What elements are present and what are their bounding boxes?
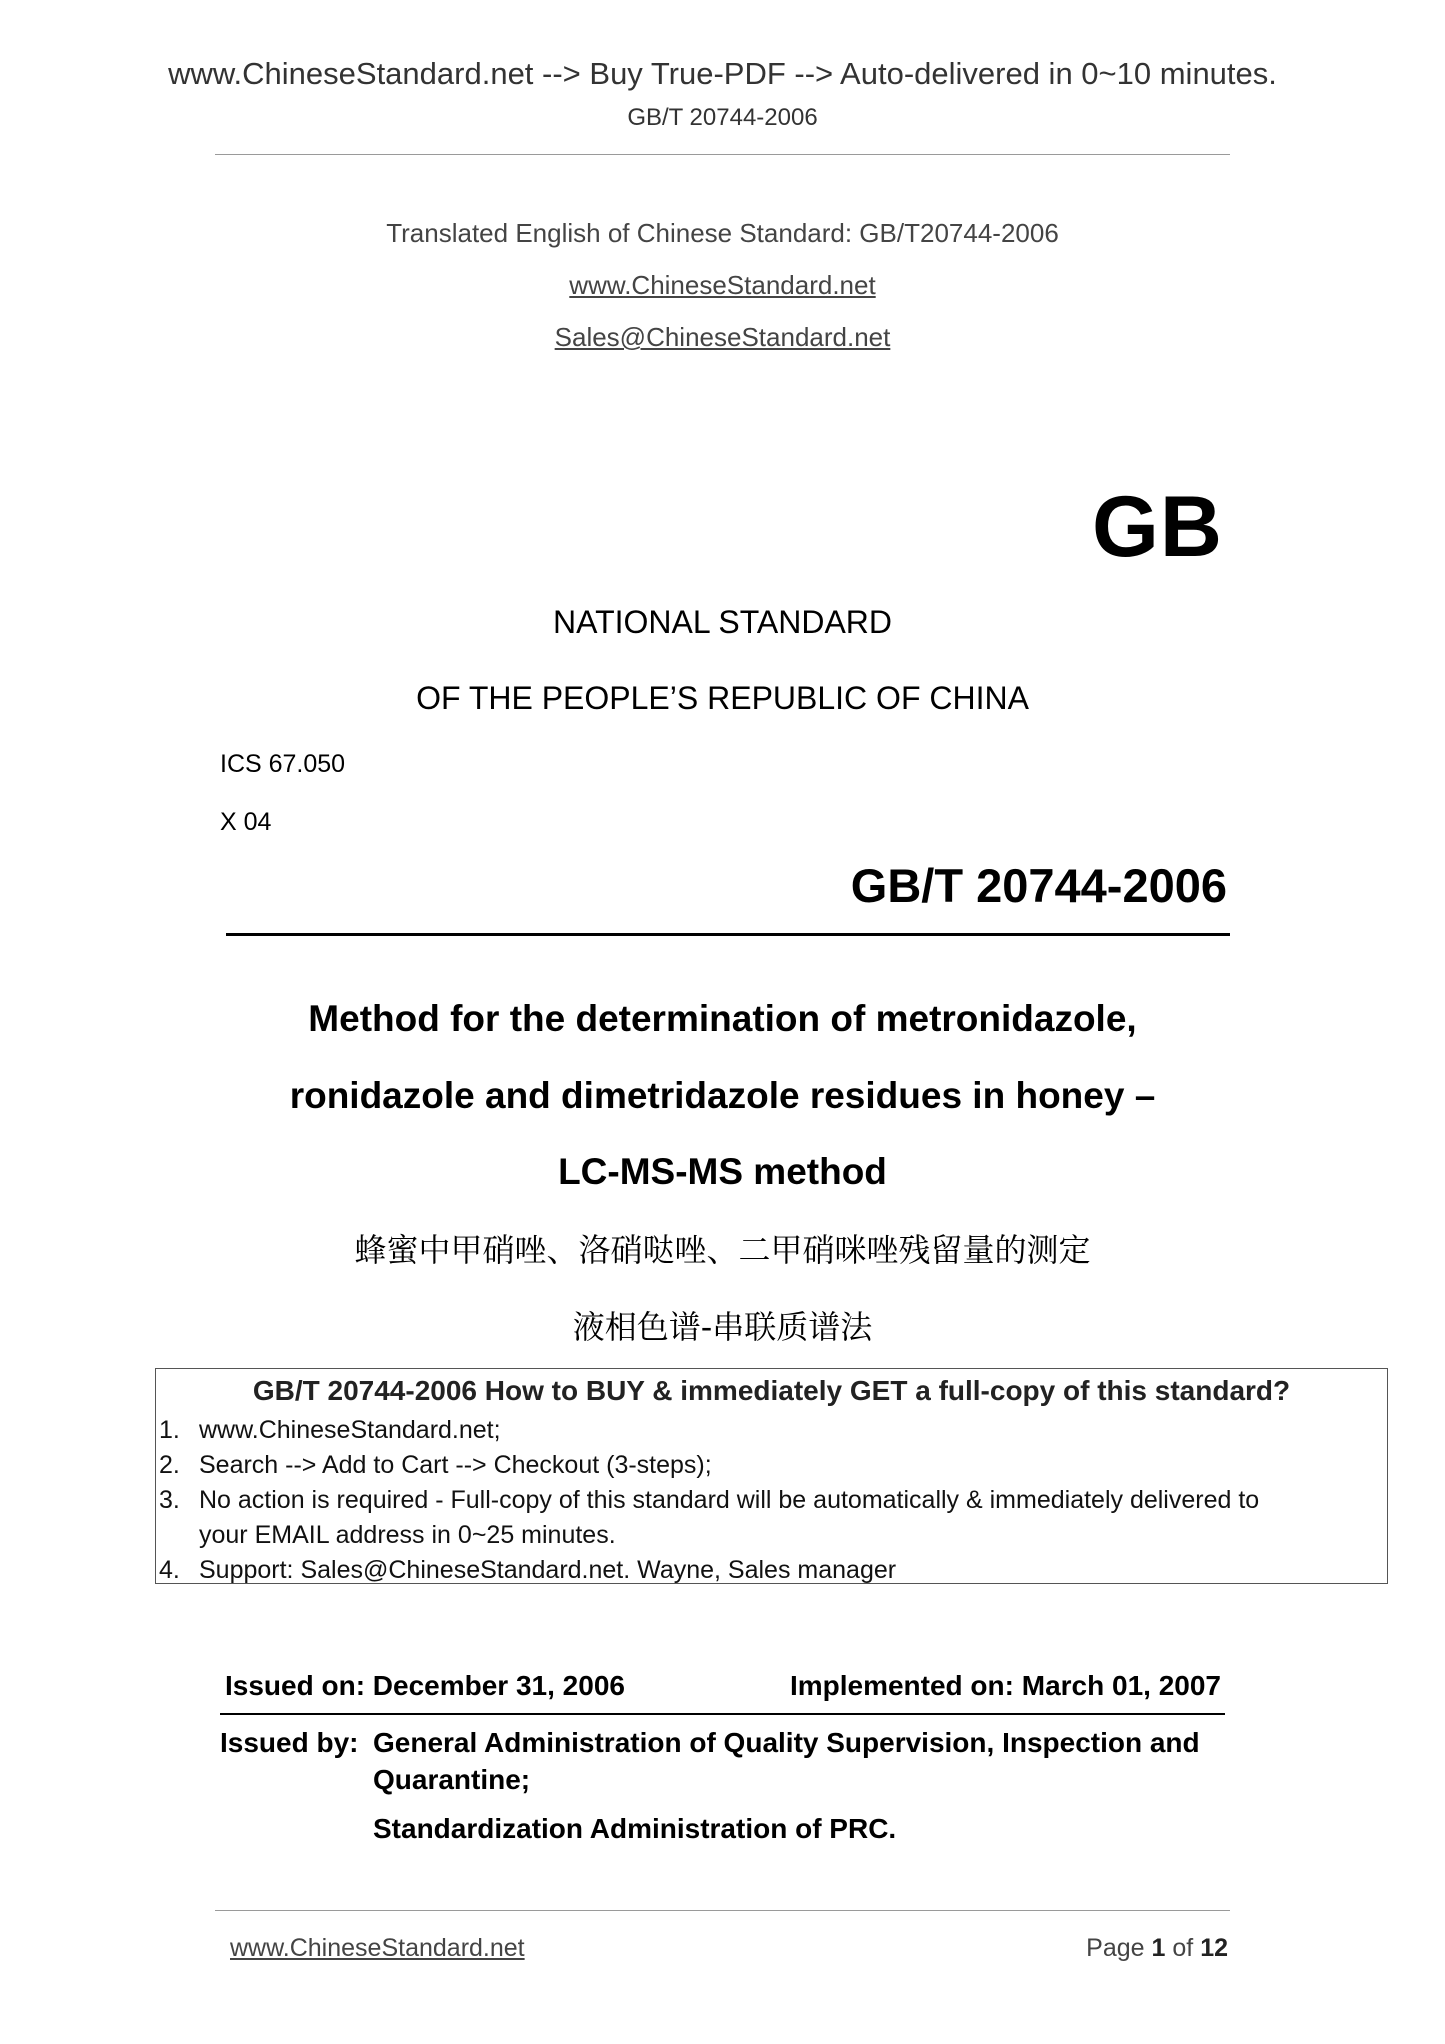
- list-item: [156, 1553, 1259, 1588]
- list-item: [156, 1448, 1259, 1483]
- header-banner: www.ChineseStandard.net --> Buy True-PDF --> Auto-delivered in 0~10 minutes.: [168, 56, 1277, 91]
- step-text: www.ChineseStandard.net;: [199, 1416, 501, 1444]
- list-item: [156, 1413, 1259, 1448]
- dates-rule: [220, 1713, 1225, 1715]
- national-standard-line2: OF THE PEOPLE’S REPUBLIC OF CHINA: [416, 680, 1029, 716]
- implemented-on-date: Implemented on: March 01, 2007: [789, 1670, 1221, 1701]
- header-divider: [215, 154, 1230, 155]
- issuer-line1: General Administration of Quality Supervision, Inspection and: [373, 1727, 1200, 1758]
- class-code: X 04: [220, 808, 272, 836]
- title-en-line2: ronidazole and dimetridazole residues in honey –: [289, 1075, 1156, 1116]
- page-word: Page: [1086, 1934, 1145, 1962]
- footer-website-link[interactable]: www.ChineseStandard.net: [230, 1934, 525, 1962]
- title-cn-line1: 蜂蜜中甲硝唑、洛硝哒唑、二甲硝咪唑残留量的测定: [354, 1231, 1091, 1269]
- step-number: 2.: [159, 1451, 180, 1479]
- list-item: [156, 1483, 1259, 1518]
- step-text: No action is required - Full-copy of this standard will be automatically & immediately delivered to: [199, 1486, 1260, 1514]
- page-current: 1: [1151, 1934, 1166, 1962]
- email-link[interactable]: Sales@ChineseStandard.net: [554, 322, 891, 352]
- footer-divider: [215, 1910, 1230, 1911]
- national-standard-line1: NATIONAL STANDARD: [553, 604, 892, 640]
- step-number: 3.: [159, 1486, 180, 1514]
- issuer-line3: Standardization Administration of PRC.: [373, 1813, 897, 1844]
- list-item: [156, 1518, 1259, 1553]
- standard-number: GB/T 20744-2006: [850, 859, 1227, 912]
- page-total: 12: [1200, 1934, 1228, 1962]
- step-text-continued: your EMAIL address in 0~25 minutes.: [199, 1521, 616, 1549]
- buy-box-heading: GB/T 20744-2006 How to BUY & immediately GET a full-copy of this standard?: [252, 1375, 1291, 1406]
- step-number: 1.: [159, 1416, 180, 1444]
- issued-by-label: Issued by:: [220, 1727, 359, 1758]
- step-text: Search --> Add to Cart --> Checkout (3-steps);: [199, 1451, 712, 1479]
- step-number: 4.: [159, 1556, 180, 1584]
- issued-on-date: Issued on: December 31, 2006: [225, 1670, 625, 1701]
- title-cn-line2: 液相色谱-串联质谱法: [572, 1308, 873, 1346]
- page-indicator: [1086, 1934, 1228, 1963]
- standard-number-rule: [226, 933, 1230, 936]
- title-en-line3: LC-MS-MS method: [558, 1151, 887, 1192]
- header-doc-id: GB/T 20744-2006: [627, 104, 818, 131]
- translated-line: Translated English of Chinese Standard: GB/T20744-2006: [386, 218, 1059, 248]
- website-link-row: [0, 270, 1445, 301]
- website-link[interactable]: www.ChineseStandard.net: [569, 270, 876, 300]
- buy-info-box: [155, 1368, 1388, 1584]
- step-text: Support: Sales@ChineseStandard.net. Wayne, Sales manager: [199, 1556, 897, 1584]
- title-en-line1: Method for the determination of metronidazole,: [308, 998, 1137, 1039]
- issuer-line2: Quarantine;: [373, 1764, 531, 1795]
- page-of: of: [1172, 1934, 1194, 1962]
- email-link-row: [0, 322, 1445, 353]
- buy-steps-list: [156, 1413, 1259, 1588]
- gb-mark: GB: [1092, 479, 1223, 575]
- ics-code: ICS 67.050: [220, 750, 346, 778]
